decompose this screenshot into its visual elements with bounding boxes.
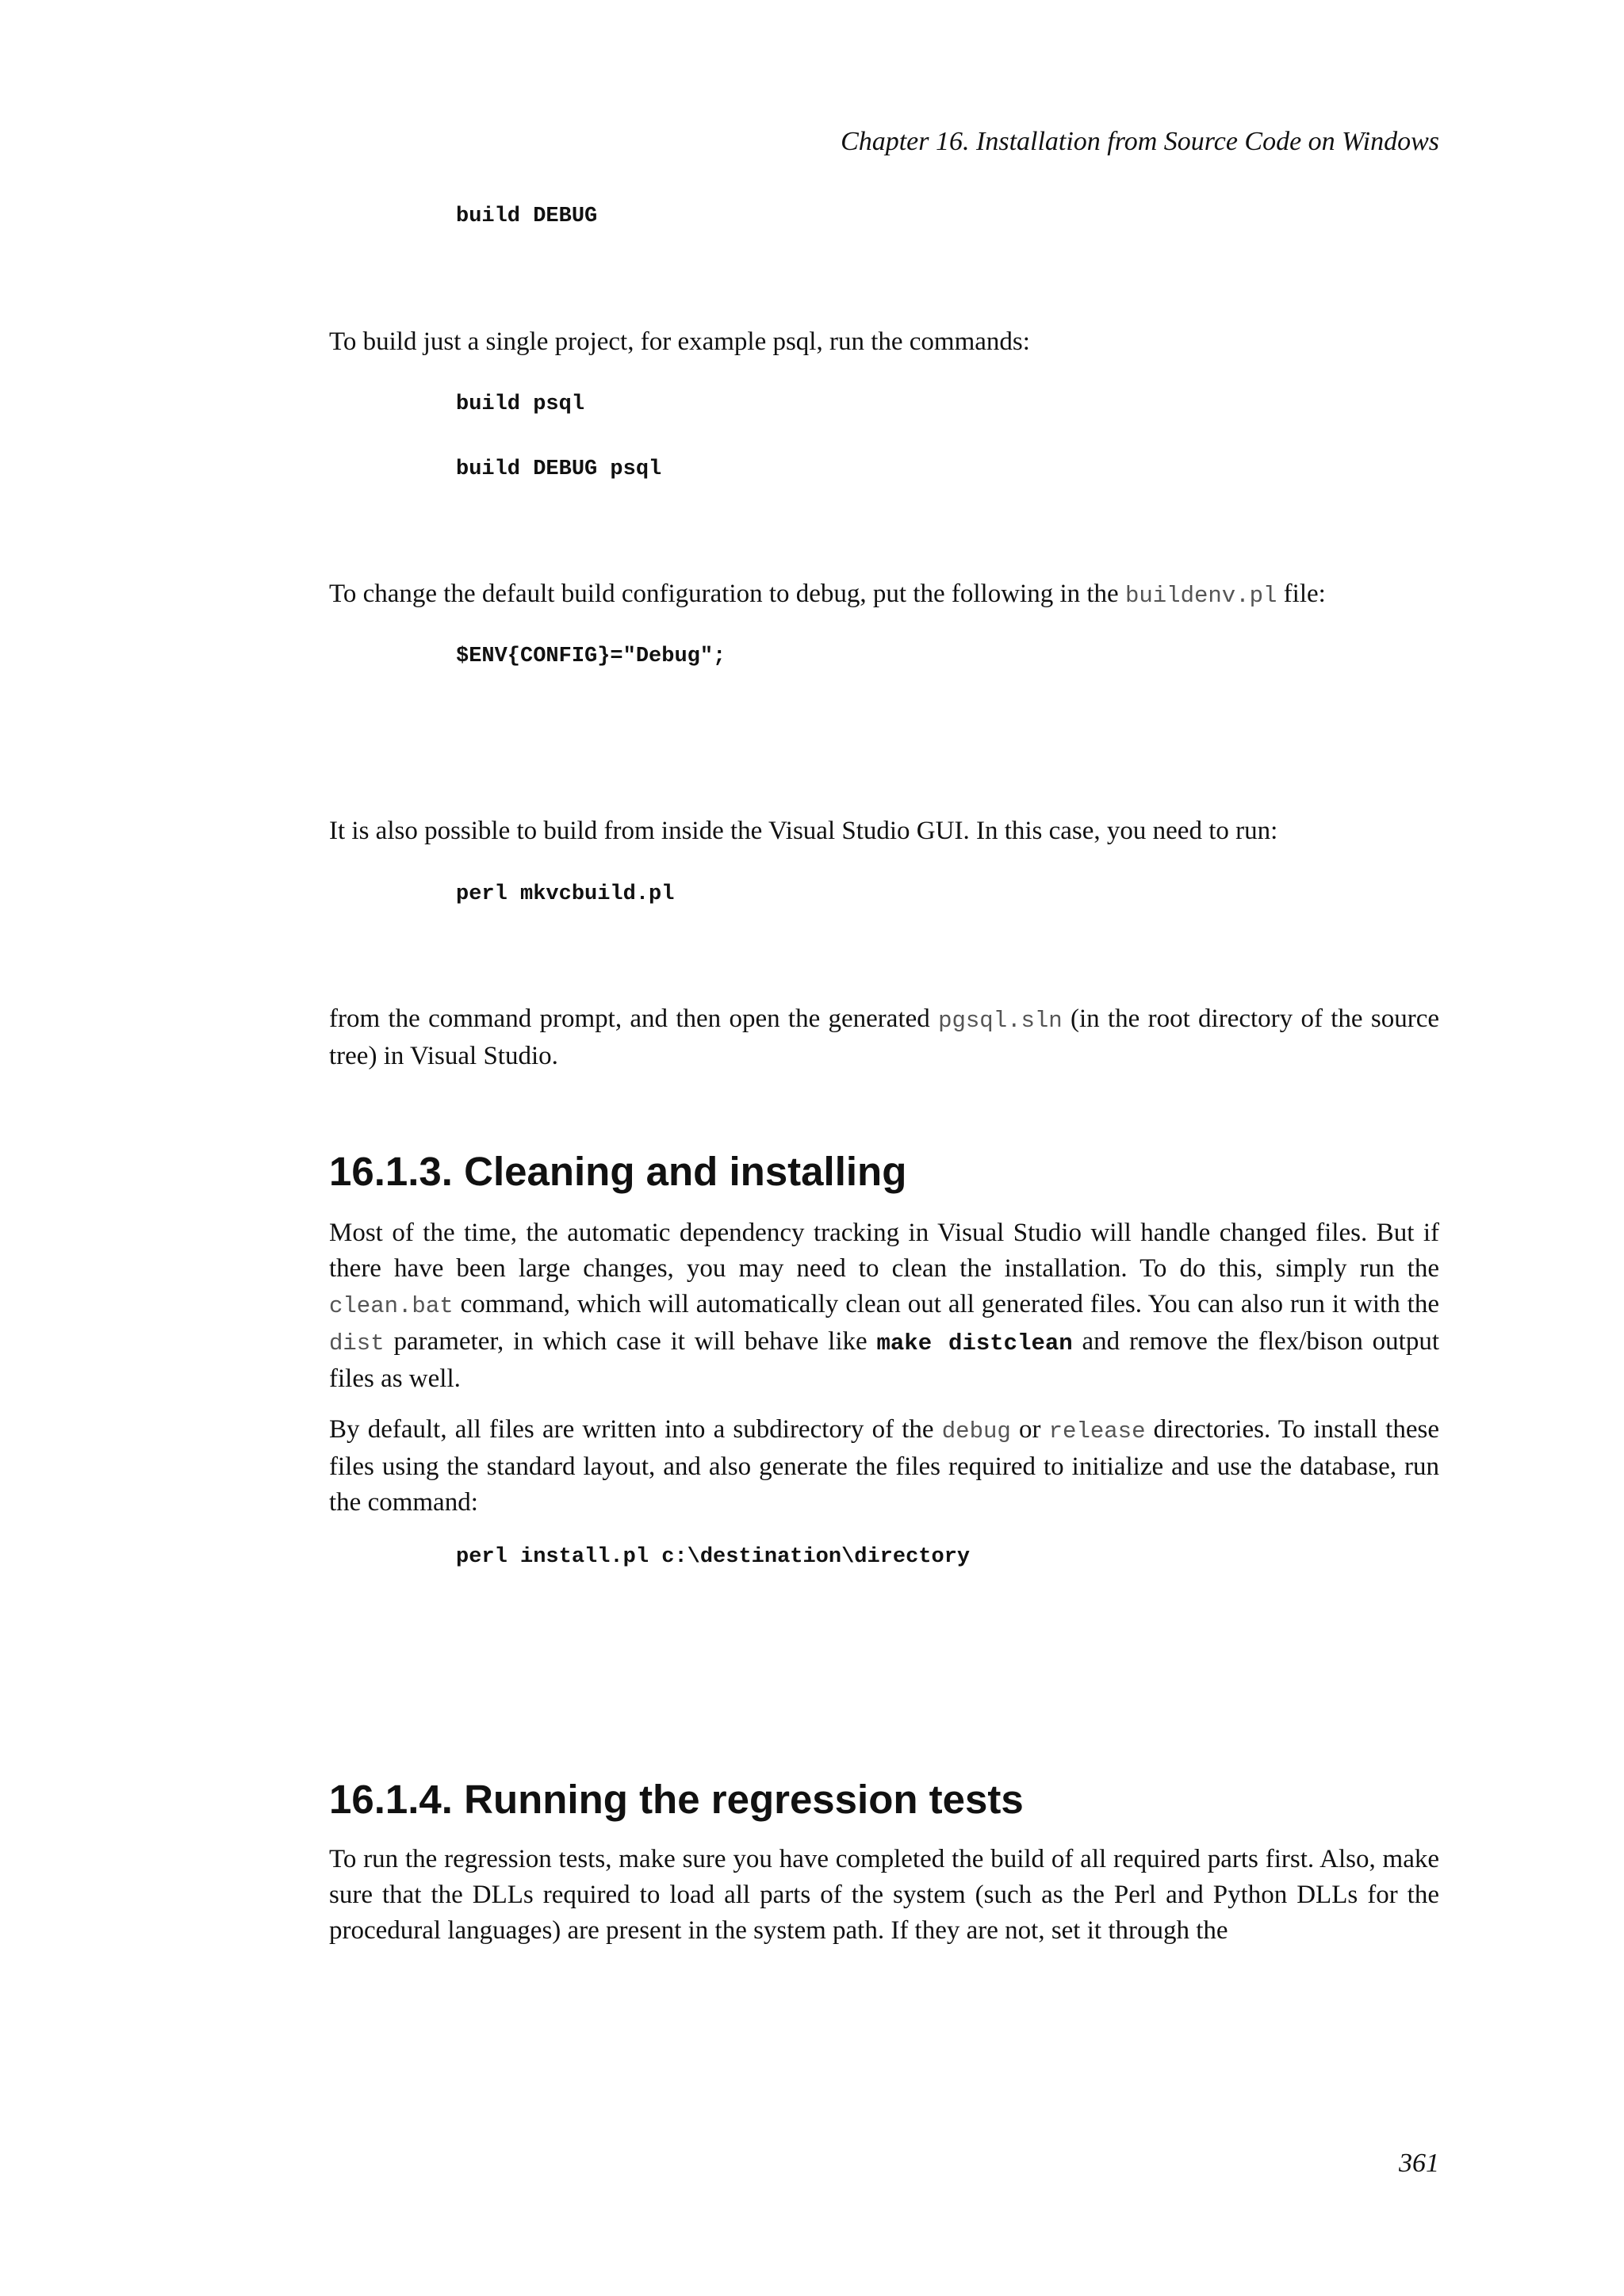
running-header: Chapter 16. Installation from Source Code on Windows bbox=[841, 127, 1439, 156]
paragraph-change-default: To change the default build configuration to debug, put the following in the buildenv.pl file: bbox=[329, 580, 1326, 609]
filename-buildenv: buildenv.pl bbox=[1124, 583, 1277, 609]
code-perl-mkvcbuild: perl mkvcbuild.pl bbox=[456, 882, 675, 906]
code-build-psql: build psql bbox=[456, 392, 585, 416]
directory-debug: debug bbox=[941, 1418, 1011, 1445]
paragraph-default-directories: By default, all files are written into a subdirectory of the debug or release directories. To install these files using the standard layout, and also generate the files required to initialize and use the database, run the command: bbox=[329, 1415, 1439, 1517]
paragraph-cleaning: Most of the time, the automatic dependency tracking in Visual Studio will handle changed files. But if there have been large changes, you may need to clean the installation. To do this, simply run the clean.bat command, which will automatically clean out all generated files. You can also run it with the dist parameter, in which case it will behave like make distclean and remove the flex/bison output files as well. bbox=[329, 1219, 1440, 1393]
parameter-dist: dist bbox=[329, 1330, 385, 1357]
paragraph-command-prompt: from the command prompt, and then open the generated pgsql.sln (in the root directory of the source tree) in Visual Studio. bbox=[329, 1004, 1440, 1070]
filename-pgsql-sln: pgsql.sln bbox=[938, 1008, 1063, 1034]
command-make-distclean: make distclean bbox=[876, 1330, 1073, 1357]
paragraph-regression: To run the regression tests, make sure you have completed the build of all required parts first. Also, make sure that the DLLs required to load all parts of the system (such as the Perl and Python DLLs for the procedural languages) are present in the system path. If they are not, set it through the bbox=[329, 1845, 1439, 1945]
code-build-debug: build DEBUG bbox=[456, 205, 598, 228]
directory-release: release bbox=[1048, 1418, 1146, 1445]
code-perl-install: perl install.pl c:\destination\directory bbox=[456, 1545, 971, 1569]
section-heading-regression: 16.1.4. Running the regression tests bbox=[329, 1777, 1024, 1822]
code-env-config: $ENV{CONFIG}="Debug"; bbox=[456, 645, 726, 668]
paragraph-visual-studio-gui: It is also possible to build from inside the Visual Studio GUI. In this case, you need to run: bbox=[329, 817, 1278, 845]
page-number: 361 bbox=[1399, 2149, 1439, 2178]
paragraph-single-project: To build just a single project, for example psql, run the commands: bbox=[329, 327, 1030, 356]
section-heading-cleaning: 16.1.3. Cleaning and installing bbox=[329, 1149, 907, 1194]
code-build-debug-psql: build DEBUG psql bbox=[456, 457, 662, 481]
filename-clean-bat: clean.bat bbox=[329, 1293, 454, 1319]
